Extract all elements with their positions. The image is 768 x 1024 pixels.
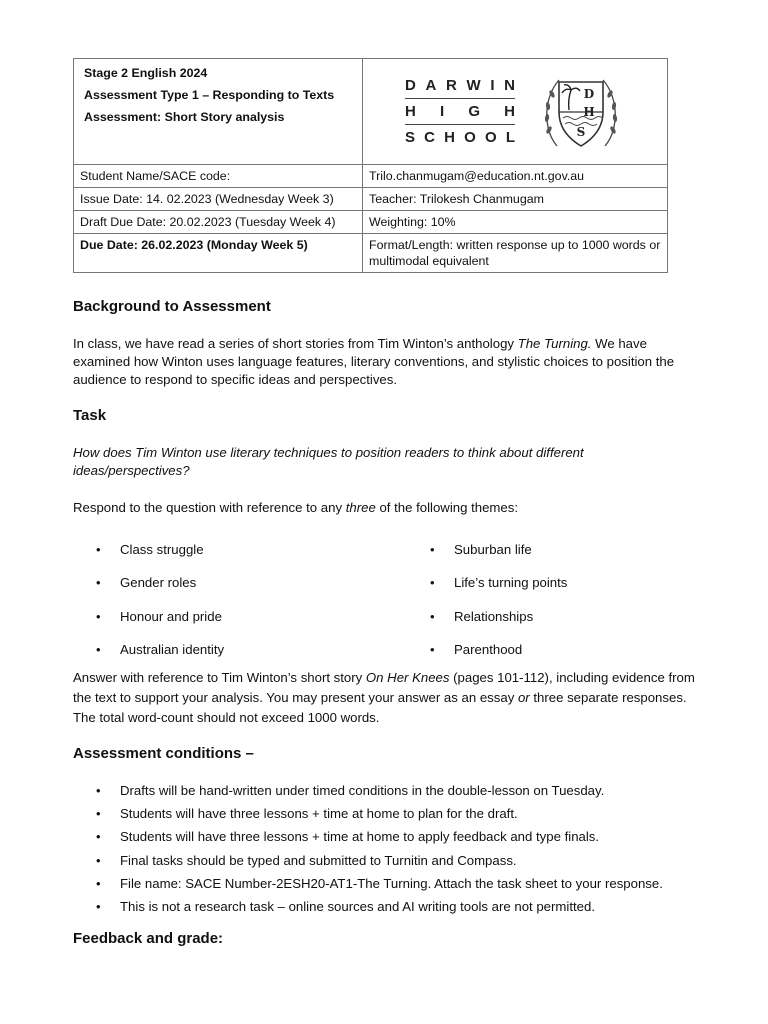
logo-line-high: H I G H bbox=[405, 102, 515, 120]
list-item: • Honour and pride bbox=[96, 608, 222, 624]
list-item: • Class struggle bbox=[96, 542, 204, 558]
feedback-heading: Feedback and grade: bbox=[73, 930, 224, 947]
list-item: • Drafts will be hand-written under timed conditions in the double-lesson on Tuesday. bbox=[96, 783, 605, 799]
assessment-title-cell bbox=[74, 59, 363, 165]
school-logo-wordmark bbox=[405, 77, 515, 147]
anthology-title: The Turning. bbox=[517, 336, 592, 351]
table-row bbox=[74, 211, 668, 234]
school-logo bbox=[363, 62, 667, 162]
school-crest-icon bbox=[537, 68, 625, 156]
table-header-row bbox=[74, 59, 668, 165]
issue-date: Issue Date: 14. 02.2023 (Wednesday Week 3) bbox=[74, 188, 363, 211]
list-item: • Gender roles bbox=[96, 575, 197, 591]
theme-list bbox=[96, 533, 656, 658]
school-logo-cell bbox=[363, 59, 668, 165]
table-row bbox=[74, 188, 668, 211]
table-row bbox=[74, 234, 668, 273]
task-instruction: Respond to the question with reference to any three of the following themes: bbox=[73, 500, 518, 515]
background-paragraph: In class, we have read a series of short stories from Tim Winton’s anthology The Turning. We have examined how Winton uses language features, literary conventions, and stylistic choices to position the audience to respond to specific ideas and perspectives. bbox=[73, 336, 675, 387]
list-item: • Students will have three lessons + time at home to plan for the draft. bbox=[96, 806, 518, 822]
crest-letter-s: S bbox=[576, 124, 586, 139]
theme-column-right bbox=[430, 533, 567, 666]
crest-letter-h: H bbox=[583, 104, 595, 119]
student-name-label: Student Name/SACE code: bbox=[74, 165, 363, 188]
list-item: • Parenthood bbox=[430, 642, 523, 658]
crest-letter-d: D bbox=[583, 86, 595, 101]
answer-instructions: Answer with reference to Tim Winton’s short story On Her Knees (pages 101-112), including evidence from the text to support your analysis. You may present your answer as an essay or three separate responses. The total word-count should not exceed 1000 words. bbox=[73, 670, 695, 725]
list-item: • This is not a research task – online sources and AI writing tools are not permitted. bbox=[96, 899, 595, 915]
course-title: Stage 2 English 2024 bbox=[84, 66, 208, 80]
logo-line-darwin: D A R W I N bbox=[405, 76, 515, 94]
conditions-heading: Assessment conditions – bbox=[73, 745, 254, 762]
table-row bbox=[74, 165, 668, 188]
task-question: How does Tim Winton use literary techniques to position readers to think about different ideas/perspectives? bbox=[73, 445, 584, 478]
list-item: • Australian identity bbox=[96, 642, 225, 658]
teacher-email: Trilo.chanmugam@education.nt.gov.au bbox=[363, 165, 668, 188]
conditions-list bbox=[96, 779, 716, 918]
list-item: • File name: SACE Number-2ESH20-AT1-The Turning. Attach the task sheet to your response. bbox=[96, 875, 663, 891]
list-item: • Suburban life bbox=[430, 542, 532, 558]
task-heading: Task bbox=[73, 407, 107, 424]
format-length: Format/Length: written response up to 1000 words or multimodal equivalent bbox=[363, 234, 668, 273]
weighting: Weighting: 10% bbox=[363, 211, 668, 234]
list-item: • Students will have three lessons + time at home to apply feedback and type finals. bbox=[96, 829, 600, 845]
due-date: Due Date: 26.02.2023 (Monday Week 5) bbox=[74, 234, 363, 273]
list-item: • Relationships bbox=[430, 608, 534, 624]
story-title: On Her Knees bbox=[365, 670, 450, 685]
assessment-name: Assessment: Short Story analysis bbox=[84, 110, 285, 124]
assessment-info-table bbox=[73, 58, 668, 273]
theme-column-left bbox=[96, 533, 224, 666]
list-item: • Life’s turning points bbox=[430, 575, 568, 591]
list-item: • Final tasks should be typed and submitted to Turnitin and Compass. bbox=[96, 852, 517, 868]
teacher-name: Teacher: Trilokesh Chanmugam bbox=[363, 188, 668, 211]
background-heading: Background to Assessment bbox=[73, 298, 271, 315]
assessment-type: Assessment Type 1 – Responding to Texts bbox=[84, 88, 335, 102]
logo-line-school: S C H O O L bbox=[405, 128, 515, 146]
draft-due-date: Draft Due Date: 20.02.2023 (Tuesday Week 4) bbox=[74, 211, 363, 234]
